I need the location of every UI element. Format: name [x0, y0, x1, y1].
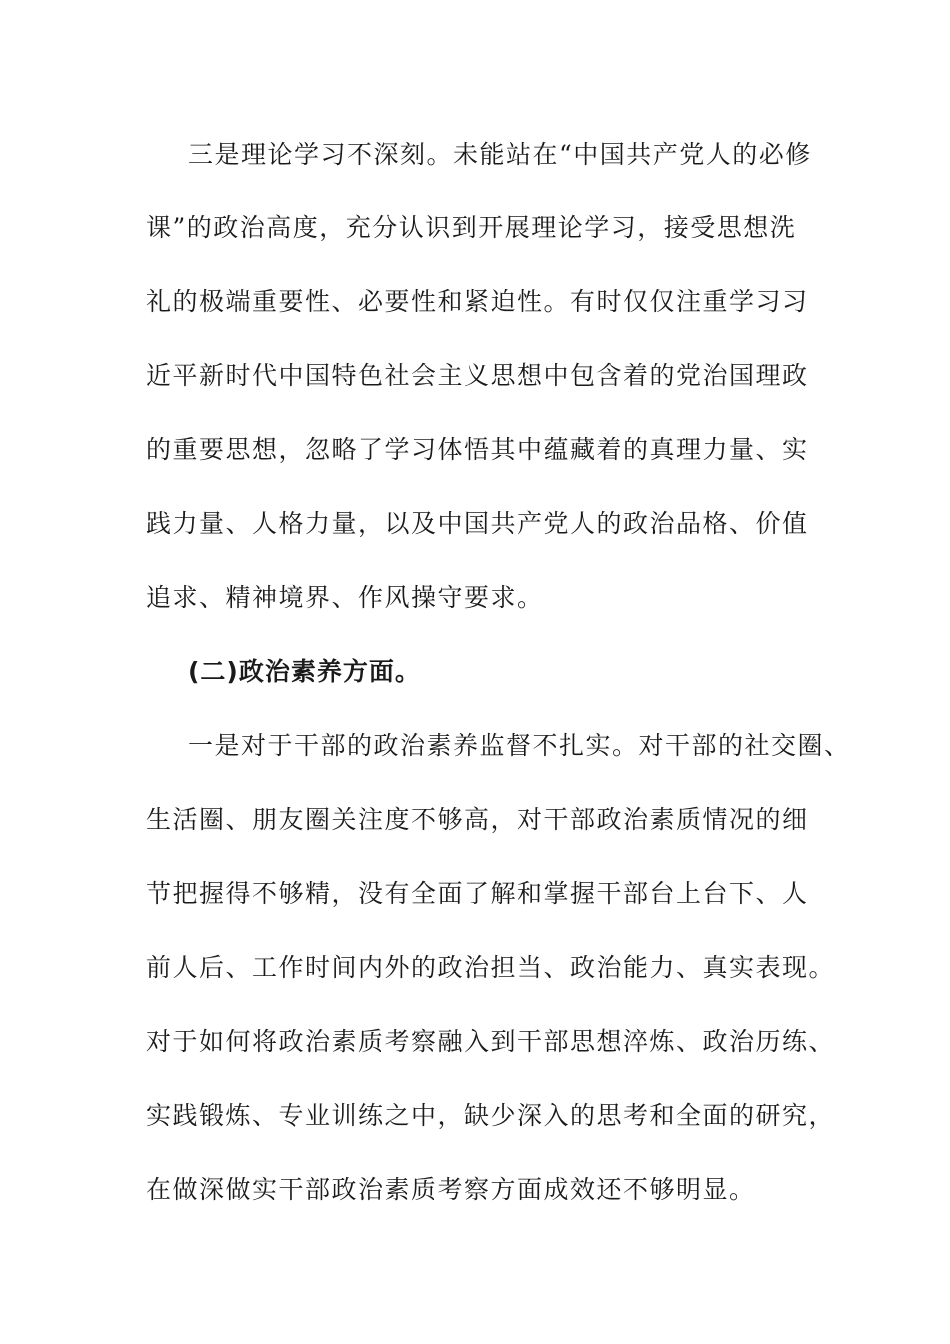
paragraph-2-line-6: 实践锻炼、专业训练之中，缺少深入的思考和全面的研究， [146, 1101, 836, 1130]
paragraph-1-line-1: 三是理论学习不深刻。未能站在“中国共产党人的必修 [188, 140, 812, 169]
paragraph-2-line-7: 在做深做实干部政治素质考察方面成效还不够明显。 [146, 1175, 756, 1204]
paragraph-1-line-5: 的重要思想，忽略了学习体悟其中蕴藏着的真理力量、实 [146, 435, 809, 464]
paragraph-2-line-2: 生活圈、朋友圈关注度不够高，对干部政治素质情况的细 [146, 805, 809, 834]
paragraph-2-line-3: 节把握得不够精，没有全面了解和掌握干部台上台下、人 [146, 879, 809, 908]
paragraph-1-line-4: 近平新时代中国特色社会主义思想中包含着的党治国理政 [146, 361, 809, 390]
paragraph-2-line-4: 前人后、工作时间内外的政治担当、政治能力、真实表现。 [146, 953, 836, 982]
paragraph-2-line-1: 一是对于干部的政治素养监督不扎实。对干部的社交圈、 [188, 731, 851, 760]
paragraph-1-line-2: 课”的政治高度，充分认识到开展理论学习，接受思想洗 [146, 213, 797, 242]
paragraph-2-line-5: 对于如何将政治素质考察融入到干部思想淬炼、政治历练、 [146, 1027, 836, 1056]
paragraph-1-line-6: 践力量、人格力量，以及中国共产党人的政治品格、价值 [146, 509, 809, 538]
section-heading: (二)政治素养方面。 [188, 657, 421, 686]
paragraph-1-line-7: 追求、精神境界、作风操守要求。 [146, 583, 544, 612]
paragraph-1-line-3: 礼的极端重要性、必要性和紧迫性。有时仅仅注重学习习 [146, 287, 809, 316]
